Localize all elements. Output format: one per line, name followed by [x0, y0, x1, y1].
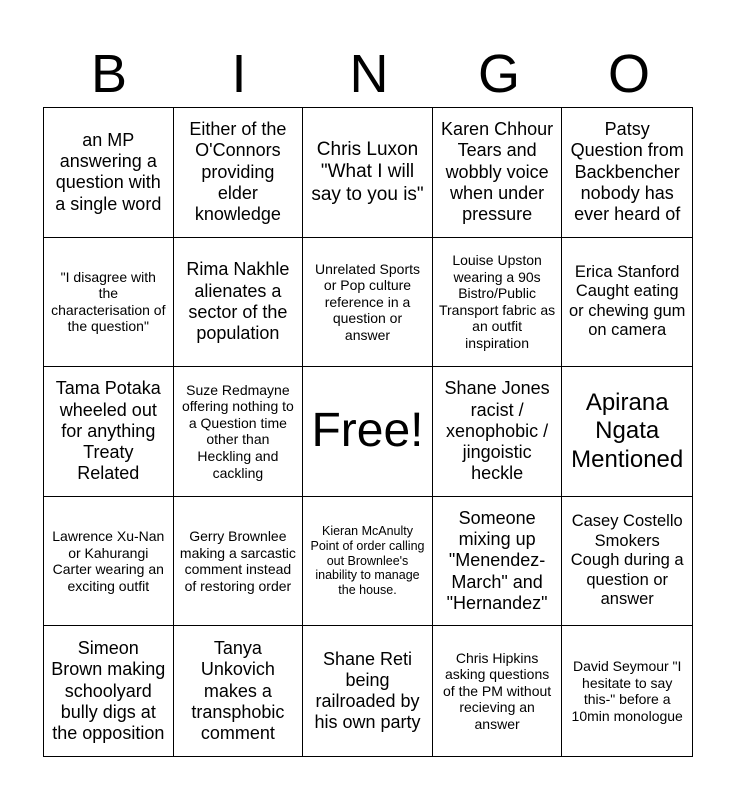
bingo-cell[interactable]: Kieran McAnulty Point of order calling out Brownlee's inability to manage the house.	[303, 497, 433, 627]
bingo-cell[interactable]: an MP answering a question with a single word	[44, 108, 174, 238]
bingo-cell[interactable]: Tama Potaka wheeled out for anything Treaty Related	[44, 367, 174, 497]
bingo-cell[interactable]: David Seymour "I hesitate to say this-" before a 10min monologue	[571, 658, 683, 724]
title-letter-n: N	[349, 44, 389, 104]
bingo-cell[interactable]: Someone mixing up "Menendez-March" and "Hernandez"	[433, 497, 563, 627]
bingo-cell[interactable]: Simeon Brown making schoolyard bully digs at the opposition	[44, 626, 174, 756]
bingo-cell[interactable]: Patsy Question from Backbencher nobody has ever heard of	[562, 108, 692, 238]
bingo-cell[interactable]: Gerry Brownlee making a sarcastic comment instead of restoring order	[174, 497, 304, 627]
bingo-cell[interactable]: Rima Nakhle alienates a sector of the population	[174, 238, 304, 368]
bingo-cell[interactable]: Either of the O'Connors providing elder knowledge	[174, 108, 304, 238]
bingo-cell[interactable]: "I disagree with the characterisation of the question"	[44, 238, 174, 368]
bingo-cell[interactable]: Shane Jones racist / xenophobic / jingoistic heckle	[433, 367, 563, 497]
bingo-cell[interactable]: Erica Stanford Caught eating or chewing gum on camera	[562, 238, 692, 368]
bingo-cell[interactable]: Casey Costello Smokers Cough during a question or answer	[562, 497, 692, 627]
title-letter-g: G	[477, 44, 520, 104]
title-letter-b: B	[90, 44, 128, 104]
bingo-cell[interactable]: Apirana Ngata Mentioned	[562, 367, 692, 497]
bingo-cell[interactable]: Shane Reti being railroaded by his own party	[303, 626, 433, 756]
bingo-cell[interactable]: Suze Redmayne offering nothing to a Question time other than Heckling and cackling	[174, 367, 304, 497]
bingo-cell[interactable]: Chris Luxon "What I will say to you is"	[303, 108, 433, 238]
bingo-cell[interactable]: Lawrence Xu-Nan or Kahurangi Carter wearing an exciting outfit	[44, 497, 174, 627]
bingo-grid	[43, 107, 693, 757]
free-space-cell[interactable]: Free!	[303, 367, 433, 497]
bingo-cell[interactable]: Unrelated Sports or Pop culture reference in a question or answer	[303, 238, 433, 368]
bingo-cell[interactable]: Tanya Unkovich makes a transphobic comment	[174, 626, 304, 756]
bingo-cell[interactable]: Chris Hipkins asking questions of the PM without recieving an answer	[433, 626, 563, 756]
title-letter-o: O	[607, 44, 650, 104]
bingo-cell[interactable]: Karen Chhour Tears and wobbly voice when under pressure	[433, 108, 563, 238]
title-letter-i: I	[231, 44, 247, 104]
bingo-title	[44, 44, 694, 104]
bingo-cell[interactable]: Louise Upston wearing a 90s Bistro/Public Transport fabric as an outfit inspiration	[433, 238, 563, 368]
